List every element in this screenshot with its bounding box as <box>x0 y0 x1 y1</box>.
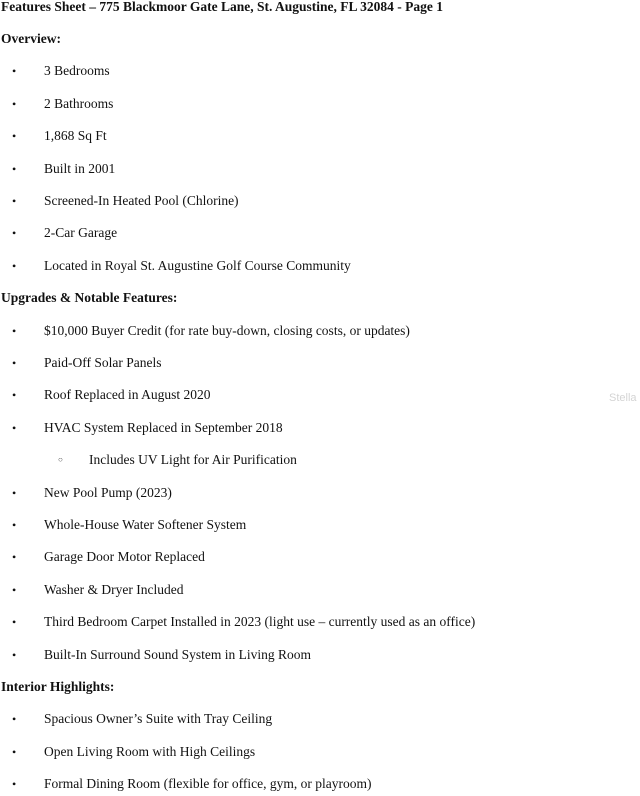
bullet-icon: • <box>12 583 17 597</box>
bullet-icon: • <box>12 777 17 791</box>
list-item-text: Garage Door Motor Replaced <box>44 549 205 564</box>
bullet-icon: • <box>12 324 17 338</box>
bullet-icon: • <box>12 194 17 208</box>
list-item-text: 2-Car Garage <box>44 225 118 240</box>
bullet-icon: • <box>12 64 17 78</box>
bullet-icon: • <box>12 615 17 629</box>
list-item-text: Spacious Owner’s Suite with Tray Ceiling <box>44 711 273 726</box>
bullet-icon: • <box>12 518 17 532</box>
bullet-icon: • <box>12 712 17 726</box>
list-item-text: Third Bedroom Carpet Installed in 2023 (light use – currently used as an office) <box>44 614 476 629</box>
list-item-text: Formal Dining Room (flexible for office, gym, or playroom) <box>44 776 372 791</box>
list-item-text: Located in Royal St. Augustine Golf Course Community <box>44 258 351 273</box>
list-item-text: Washer & Dryer Included <box>44 582 184 597</box>
bullet-icon: • <box>12 129 17 143</box>
bullet-icon: • <box>12 162 17 176</box>
list-item-text: 1,868 Sq Ft <box>44 128 107 143</box>
list-item-text: Includes UV Light for Air Purification <box>89 452 297 467</box>
bullet-icon: • <box>12 356 17 370</box>
list-item-text: Whole-House Water Softener System <box>44 517 247 532</box>
bullet-icon: • <box>12 486 17 500</box>
list-item-text: $10,000 Buyer Credit (for rate buy-down, closing costs, or updates) <box>44 323 410 338</box>
bullet-icon: • <box>12 388 17 402</box>
list-item-text: 2 Bathrooms <box>44 96 114 111</box>
bullet-icon: • <box>12 421 17 435</box>
section-heading: Upgrades & Notable Features: <box>1 290 178 305</box>
list-item-text: Open Living Room with High Ceilings <box>44 744 256 759</box>
watermark: Stella <box>609 392 637 404</box>
bullet-icon: • <box>12 97 17 111</box>
list-item-text: Built-In Surround Sound System in Living Room <box>44 647 312 662</box>
list-item-text: Roof Replaced in August 2020 <box>44 387 211 402</box>
sub-bullet-icon: ○ <box>58 455 63 464</box>
list-item-text: Built in 2001 <box>44 161 116 176</box>
list-item-text: HVAC System Replaced in September 2018 <box>44 420 283 435</box>
page-title: Features Sheet – 775 Blackmoor Gate Lane, St. Augustine, FL 32084 - Page 1 <box>1 0 443 14</box>
bullet-icon: • <box>12 550 17 564</box>
bullet-icon: • <box>12 226 17 240</box>
bullet-icon: • <box>12 648 17 662</box>
bullet-icon: • <box>12 259 17 273</box>
section-heading: Interior Highlights: <box>1 679 115 694</box>
list-item-text: New Pool Pump (2023) <box>44 485 172 500</box>
section-heading: Overview: <box>1 31 61 46</box>
list-item-text: Screened-In Heated Pool (Chlorine) <box>44 193 239 208</box>
bullet-icon: • <box>12 745 17 759</box>
list-item-text: Paid-Off Solar Panels <box>44 355 162 370</box>
list-item-text: 3 Bedrooms <box>44 63 110 78</box>
